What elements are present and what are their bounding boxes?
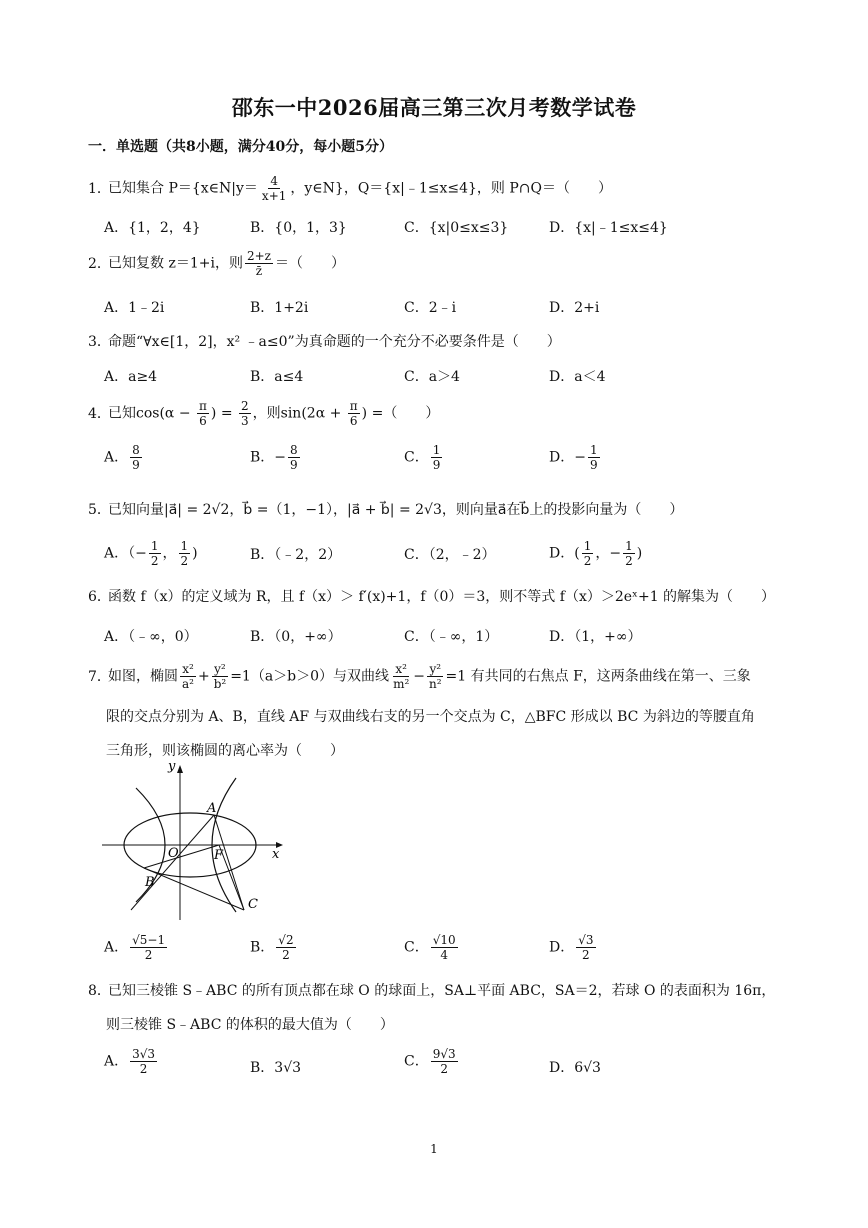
fraction [431,1047,458,1076]
label-a: A [207,801,217,816]
question-1 [88,174,612,203]
question-text: 已知三棱锥 S﹣ABC 的所有顶点都在球 O 的球面上，SA⊥平面 ABC，SA＝2，若球 O 的表面积为 16π， [108,983,776,999]
denominator: 2 [440,1062,448,1076]
option-a: A．a≥4 [104,369,158,385]
question-text: =1 有共同的右焦点 F，这两条曲线在第一、三象 [445,668,751,685]
fraction [431,443,443,472]
option-c [404,443,444,472]
question-3 [88,331,561,351]
question-text: 函数 f（x）的定义域为 R，且 f（x）＞ f′(x)+1，f（0）＝3，则不等式 f（x）＞2eˣ+1 的解集为（ ） [108,589,776,605]
option-c: C．a＞4 [404,369,460,385]
numerator: 1 [583,539,592,553]
line-bf [144,845,219,868]
label-o: O [168,846,179,861]
option-d: D．( $\frac{1}{2}$ ，− $\frac{1}{2}$ ) [549,539,643,568]
question-text: ) =（ ） [361,405,440,422]
question-text: ＝（ ） [274,255,345,272]
fraction [130,933,167,962]
denominator: 2 [625,554,633,568]
fraction [245,249,273,278]
option-b: B．{0，1，3} [250,220,347,236]
numerator: 9√3 [432,1047,456,1061]
numerator: 8 [132,443,140,457]
question-text: 命题“∀x∈[1，2]，x² ﹣a≤0”为真命题的一个充分不必要条件是（ ） [108,334,561,350]
option-label: C． [404,1053,429,1070]
option-label: A． [104,1053,129,1070]
denominator: 9 [290,458,298,472]
question-7: 7．如图，椭圆 $\frac{\text{x²}}{\text{a²}}$ + $\frac{\text{y²}}{\text{b²}}$ =1（a＞b＞0）与双曲线 $\frac{\text{x²}}{\text{m²}}$ − $\frac{\text{y²}}{\text{n²}}$ =1 有共同的右焦点 F，这两条曲线在第一、三象 [88,662,751,691]
fraction [197,399,209,428]
question-text: 则三棱锥 S﹣ABC 的体积的最大值为（ ） [106,1017,394,1033]
option-a [104,1047,159,1076]
numerator: x² [182,662,194,676]
numerator: 4 [270,174,278,188]
option-label: B． [250,939,275,956]
fraction [239,399,251,428]
numerator: 3√3 [132,1047,156,1061]
option-a [104,933,169,962]
fraction [576,933,595,962]
question-5 [88,499,683,519]
question-text: ，则sin(2α + [252,405,346,422]
option-c: C．2﹣i [404,300,457,316]
option-d: D．{x|﹣1≤x≤4} [549,220,668,236]
y-axis-arrow [177,765,183,773]
question-text: 已知cos(α − [108,405,196,422]
denominator: 9 [589,458,598,472]
option-a: A．1﹣2i [104,300,165,316]
question-text: =1（a＞b＞0）与双曲线 [230,668,390,685]
question-number: 8． [88,983,111,999]
option-b: B．3√3 [250,1060,302,1076]
option-a: A．{1，2，4} [104,220,201,236]
numerator: 1 [150,539,159,553]
numerator: π [349,399,358,413]
question-text: 限的交点分别为 A、B，直线 AF 与双曲线右支的另一个交点为 C，△BFC 形成以 BC 为斜边的等腰直角 [106,709,755,725]
numerator: √10 [432,933,456,947]
ellipse-hyperbola-figure [96,760,296,930]
option-b: B．（﹣2，2） [250,547,342,563]
option-d [549,933,598,962]
denominator: 2 [282,948,290,962]
fraction [348,399,360,428]
question-number: 4． [88,405,111,422]
numerator: √5−1 [132,933,166,947]
question-4 [88,399,439,428]
question-text: 已知复数 z＝1+i，则 [108,255,243,272]
numerator: 1 [180,539,189,553]
fraction [588,443,600,472]
denominator: x+1 [261,189,287,203]
fraction [391,662,411,691]
section-heading: 一．单选题（共8小题，满分40分，每小题5分） [88,139,393,155]
question-text: 已知集合 P＝{x∈N|y＝ [108,180,258,197]
fraction [623,539,635,568]
denominator: m² [393,677,410,691]
fraction [212,662,229,691]
denominator: n² [429,677,442,691]
minus-sign: − [274,449,287,466]
option-a: A．（﹣∞，0） [104,629,198,645]
option-label: D． [549,449,575,466]
numerator: 2+z [246,249,271,263]
question-6 [88,586,775,606]
fraction [180,662,196,691]
option-label: B． [250,449,275,466]
numerator: 2 [241,399,249,413]
question-text: 三角形，则该椭圆的离心率为（ ） [106,743,344,759]
numerator: 1 [625,539,633,553]
fraction [130,443,142,472]
option-b [250,443,302,472]
option-d: D．（1，+∞） [549,629,642,645]
line-ab [131,815,214,910]
numerator: 8 [290,443,298,457]
numerator: y² [214,662,226,676]
numerator: √2 [278,933,294,947]
denominator: b² [213,677,227,691]
question-text: ) = [210,405,237,422]
option-a [104,443,144,472]
label-f: F [214,848,224,863]
numerator: 1 [432,443,441,457]
page-title: 邵东一中2026届高三第三次月考数学试卷 [231,95,637,120]
denominator: 2 [583,554,592,568]
numerator: y² [429,662,442,676]
option-d: D．2+i [549,300,600,316]
question-number: 6． [88,589,111,605]
question-text: 已知向量|a⃗| = 2√2，b⃗ =（1，−1），|a⃗ + b⃗| = 2√3，则向量a⃗在b⃗上的投影向量为（ ） [108,502,684,518]
option-c: C．（﹣∞，1） [404,629,499,645]
question-number: 3． [88,334,111,350]
question-2 [88,249,345,278]
fraction [582,539,594,568]
label-b: B [145,875,155,890]
question-number: 2． [88,255,111,272]
fraction [276,933,295,962]
fraction [179,539,191,568]
question-number: 7． [88,668,111,685]
denominator: 9 [132,458,140,472]
option-b [250,933,298,962]
denominator: 2 [582,948,590,962]
option-label: D． [549,939,575,956]
question-text: 如图，椭圆 [108,668,178,685]
denominator: 2 [180,554,189,568]
denominator: 6 [349,414,358,428]
option-label: D． [549,545,575,562]
denominator: 2 [139,1062,148,1076]
denominator: 6 [199,414,207,428]
denominator: 2 [150,554,159,568]
denominator: a² [182,677,194,691]
option-c [404,1047,460,1076]
option-d: D．6√3 [549,1060,601,1076]
question-number: 1． [88,180,111,197]
numerator: x² [395,662,407,676]
option-b: B．a≤4 [250,369,304,385]
question-number: 5． [88,502,111,518]
question-text: ，y∈N}，Q＝{x|﹣1≤x≤4}，则 P∩Q＝（ ） [290,180,612,197]
option-b: B．1+2i [250,300,309,316]
fraction [149,539,161,568]
option-label: C． [404,449,429,466]
option-b: B．（0，+∞） [250,629,342,645]
option-a: A．（− $\frac{1}{2}$ ， $\frac{1}{2}$ ) [104,539,198,568]
denominator: 3 [241,414,249,428]
fraction [431,933,458,962]
fraction [260,174,288,203]
numerator: π [199,399,207,413]
fraction [288,443,300,472]
option-c: C．（2，﹣2） [404,547,496,563]
fraction [427,662,444,691]
option-label: A． [104,449,129,466]
question-8 [88,980,775,1000]
line-bc [144,868,244,910]
page-number: 1 [430,1142,438,1156]
option-c: C．{x|0≤x≤3} [404,220,509,236]
option-d: D．a＜4 [549,369,606,385]
denominator: 9 [432,458,441,472]
label-c: C [248,897,258,912]
option-d [549,443,602,472]
fraction [130,1047,157,1076]
option-c [404,933,460,962]
denominator: z̄ [255,264,263,278]
denominator: 4 [440,948,448,962]
option-label: C． [404,939,429,956]
denominator: 2 [144,948,153,962]
label-x: x [272,847,280,862]
minus-sign: − [574,449,586,466]
option-label: A． [104,545,129,562]
option-label: A． [104,939,129,956]
label-y: y [168,760,176,774]
numerator: 1 [589,443,598,457]
numerator: √3 [578,933,594,947]
